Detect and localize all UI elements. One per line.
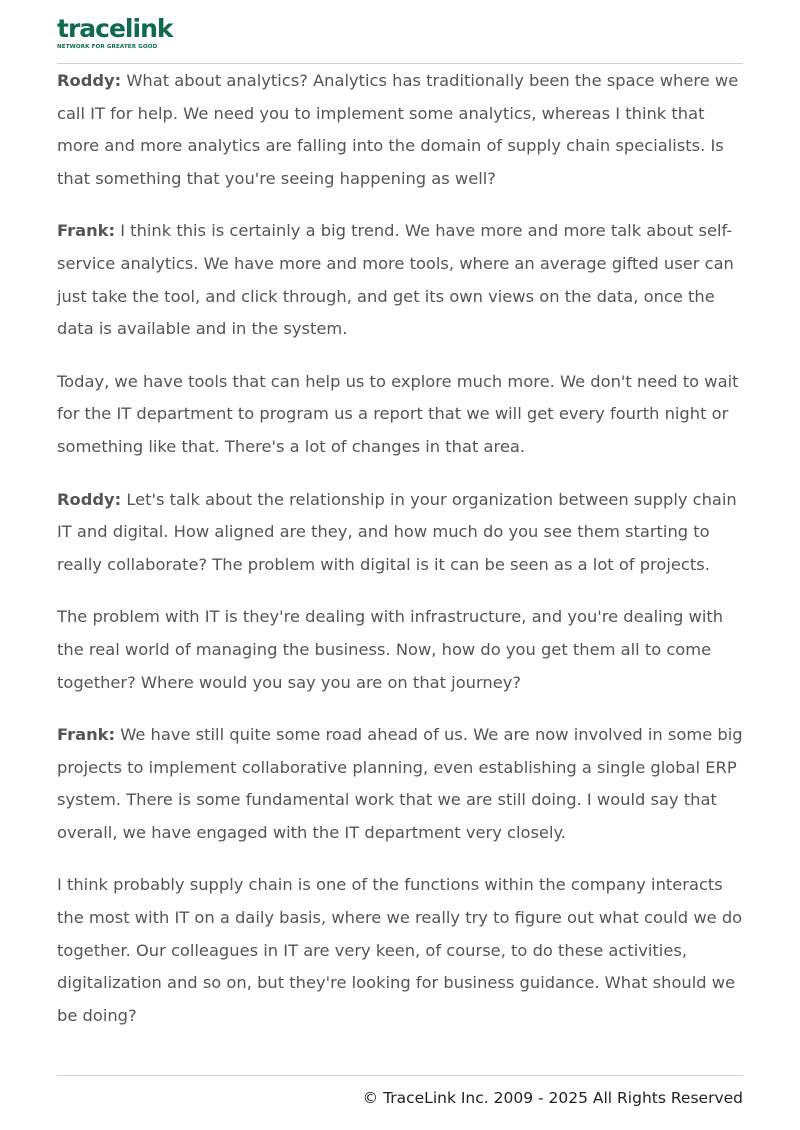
page-header: [57, 14, 743, 64]
tracelink-logo: [57, 16, 173, 51]
paragraph-text: I think probably supply chain is one of the functions within the company interacts the most with IT on a daily basis, where we really try to figure out what could we do together. Our colleagues in IT are very keen, of course, to do these activities, digitalization and so on, but they're looking for business guidance. What should we be doing?: [57, 875, 743, 1025]
paragraph-text: I think this is certainly a big trend. We have more and more talk about self-service analytics. We have more and more tools, where an average gifted user can just take the tool, and click through, and get its own views on the data, once the data is available and in the system.: [57, 221, 734, 339]
transcript-paragraph: [57, 65, 747, 195]
footer-divider: [57, 1075, 743, 1076]
paragraph-text: Let's talk about the relationship in your organization between supply chain IT and digital. How aligned are they, and how much do you see them starting to really collaborate? The problem with digital is it can be seen as a lot of projects.: [57, 489, 737, 574]
speaker-label: Frank:: [57, 221, 116, 241]
transcript-paragraph: [57, 719, 747, 849]
transcript-paragraph: [57, 869, 747, 1032]
footer-copyright: © TraceLink Inc. 2009 - 2025 All Rights Reserved: [362, 1089, 743, 1107]
speaker-label: Frank:: [57, 725, 116, 745]
speaker-label: Roddy:: [57, 71, 122, 90]
logo-tagline: NETWORK FOR GREATER GOOD: [57, 44, 158, 50]
transcript-paragraph: [57, 215, 747, 345]
transcript-body: [57, 65, 747, 1052]
transcript-paragraph: [57, 484, 747, 582]
paragraph-text: Today, we have tools that can help us to explore much more. We don't need to wait for the IT department to program us a report that we will get every fourth night or something like that. There's a lot of changes in that area.: [57, 371, 739, 456]
paragraph-text: What about analytics? Analytics has traditionally been the space where we call IT for help. We need you to implement some analytics, whereas I think that more and more analytics are falling into the domain of supply chain specialists. Is that something that you're seeing happening as well?: [57, 71, 739, 188]
logo-wordmark: tracelink: [57, 14, 173, 43]
transcript-paragraph: [57, 601, 747, 699]
paragraph-text: We have still quite some road ahead of us. We are now involved in some big projects to implement collaborative planning, even establishing a single global ERP system. There is some fundamental work that we are still doing. I would say that overall, we have engaged with the IT department very closely.: [57, 725, 743, 842]
speaker-label: Roddy:: [57, 489, 122, 509]
paragraph-text: The problem with IT is they're dealing with infrastructure, and you're dealing with the real world of managing the business. Now, how do you get them all to come together? Where would you say you are on that journey?: [57, 607, 724, 692]
transcript-paragraph: [57, 366, 747, 464]
